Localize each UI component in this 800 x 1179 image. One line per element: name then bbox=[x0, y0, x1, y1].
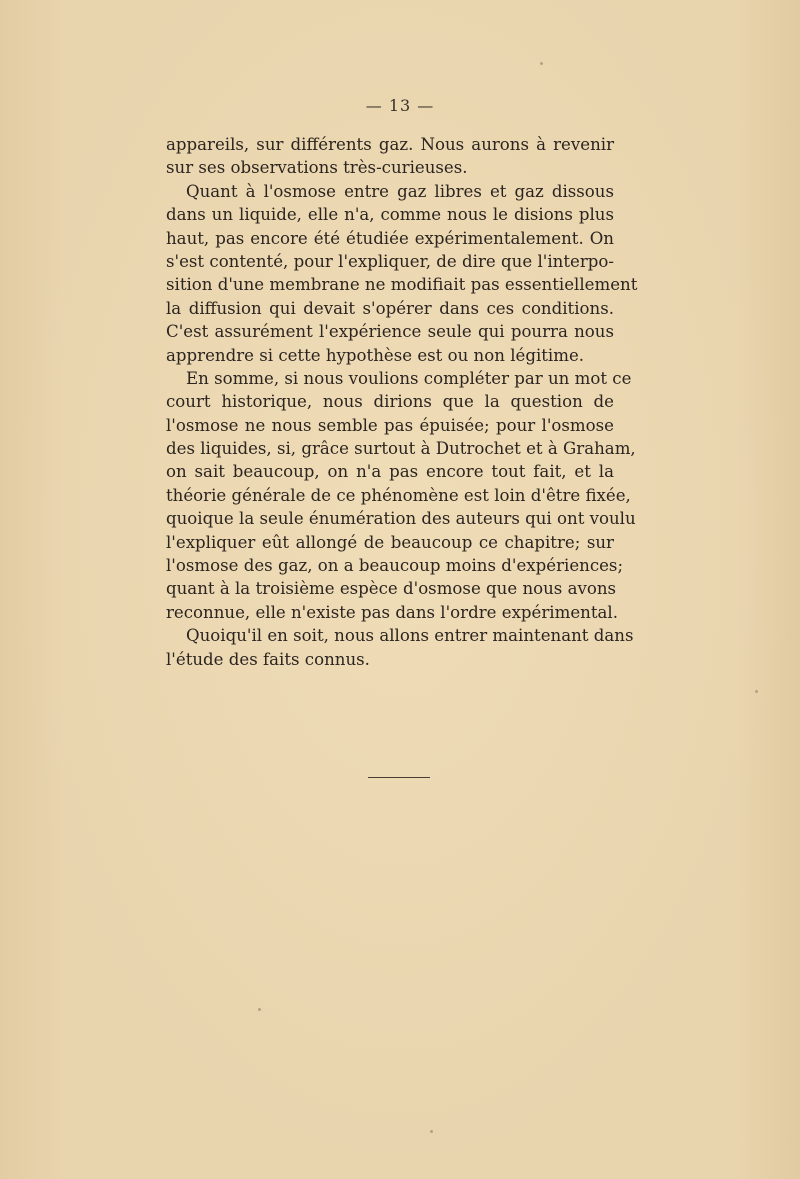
text-line: dans un liquide, elle n'a, comme nous le disions plus bbox=[166, 205, 614, 225]
paragraph-3 bbox=[166, 367, 636, 624]
text-line: apprendre si cette hypothèse est ou non légitime. bbox=[166, 345, 585, 365]
text-line: court historique, nous dirions que la question de bbox=[166, 392, 614, 412]
paper-speck bbox=[540, 62, 543, 65]
text-line: sition d'une membrane ne modifiait pas essentiellement bbox=[166, 275, 638, 295]
text-line: quant à la troisième espèce d'osmose que nous avons bbox=[166, 579, 617, 599]
paper-speck bbox=[430, 1130, 433, 1133]
text-line: sur ses observations très-curieuses. bbox=[166, 158, 468, 178]
body-text bbox=[166, 133, 638, 671]
text-line: Quoiqu'il en soit, nous allons entrer maintenant dans bbox=[186, 626, 634, 646]
paragraph-2 bbox=[166, 180, 638, 367]
text-line: Quant à l'osmose entre gaz libres et gaz dissous bbox=[186, 181, 614, 201]
text-line: s'est contenté, pour l'expliquer, de dire que l'interpo- bbox=[166, 251, 614, 271]
paragraph-1 bbox=[166, 133, 614, 180]
text-line: on sait beaucoup, on n'a pas encore tout fait, et la bbox=[166, 462, 614, 482]
paragraph-4 bbox=[166, 624, 634, 671]
text-line: En somme, si nous voulions compléter par un mot ce bbox=[186, 368, 632, 388]
text-line: théorie générale de ce phénomène est loin d'être fixée, bbox=[166, 485, 631, 505]
paper-speck bbox=[258, 1008, 261, 1011]
text-line: l'osmose ne nous semble pas épuisée; pour l'osmose bbox=[166, 415, 614, 435]
text-line: l'osmose des gaz, on a beaucoup moins d'expériences; bbox=[166, 556, 624, 576]
page-number: — 13 — bbox=[365, 96, 435, 115]
text-line: reconnue, elle n'existe pas dans l'ordre expérimental. bbox=[166, 602, 618, 622]
text-line: quoique la seule énumération des auteurs qui ont voulu bbox=[166, 509, 636, 529]
text-line: l'étude des faits connus. bbox=[166, 649, 370, 669]
text-line: appareils, sur différents gaz. Nous aurons à revenir bbox=[166, 135, 614, 154]
text-line: haut, pas encore été étudiée expérimentalement. On bbox=[166, 228, 614, 248]
paper-speck bbox=[755, 690, 758, 693]
text-line: C'est assurément l'expérience seule qui pourra nous bbox=[166, 322, 614, 342]
section-end-rule bbox=[368, 777, 430, 778]
text-line: l'expliquer eût allongé de beaucoup ce chapitre; sur bbox=[166, 532, 614, 552]
text-line: la diffusion qui devait s'opérer dans ces conditions. bbox=[166, 298, 614, 318]
text-line: des liquides, si, grâce surtout à Dutrochet et à Graham, bbox=[166, 439, 636, 459]
